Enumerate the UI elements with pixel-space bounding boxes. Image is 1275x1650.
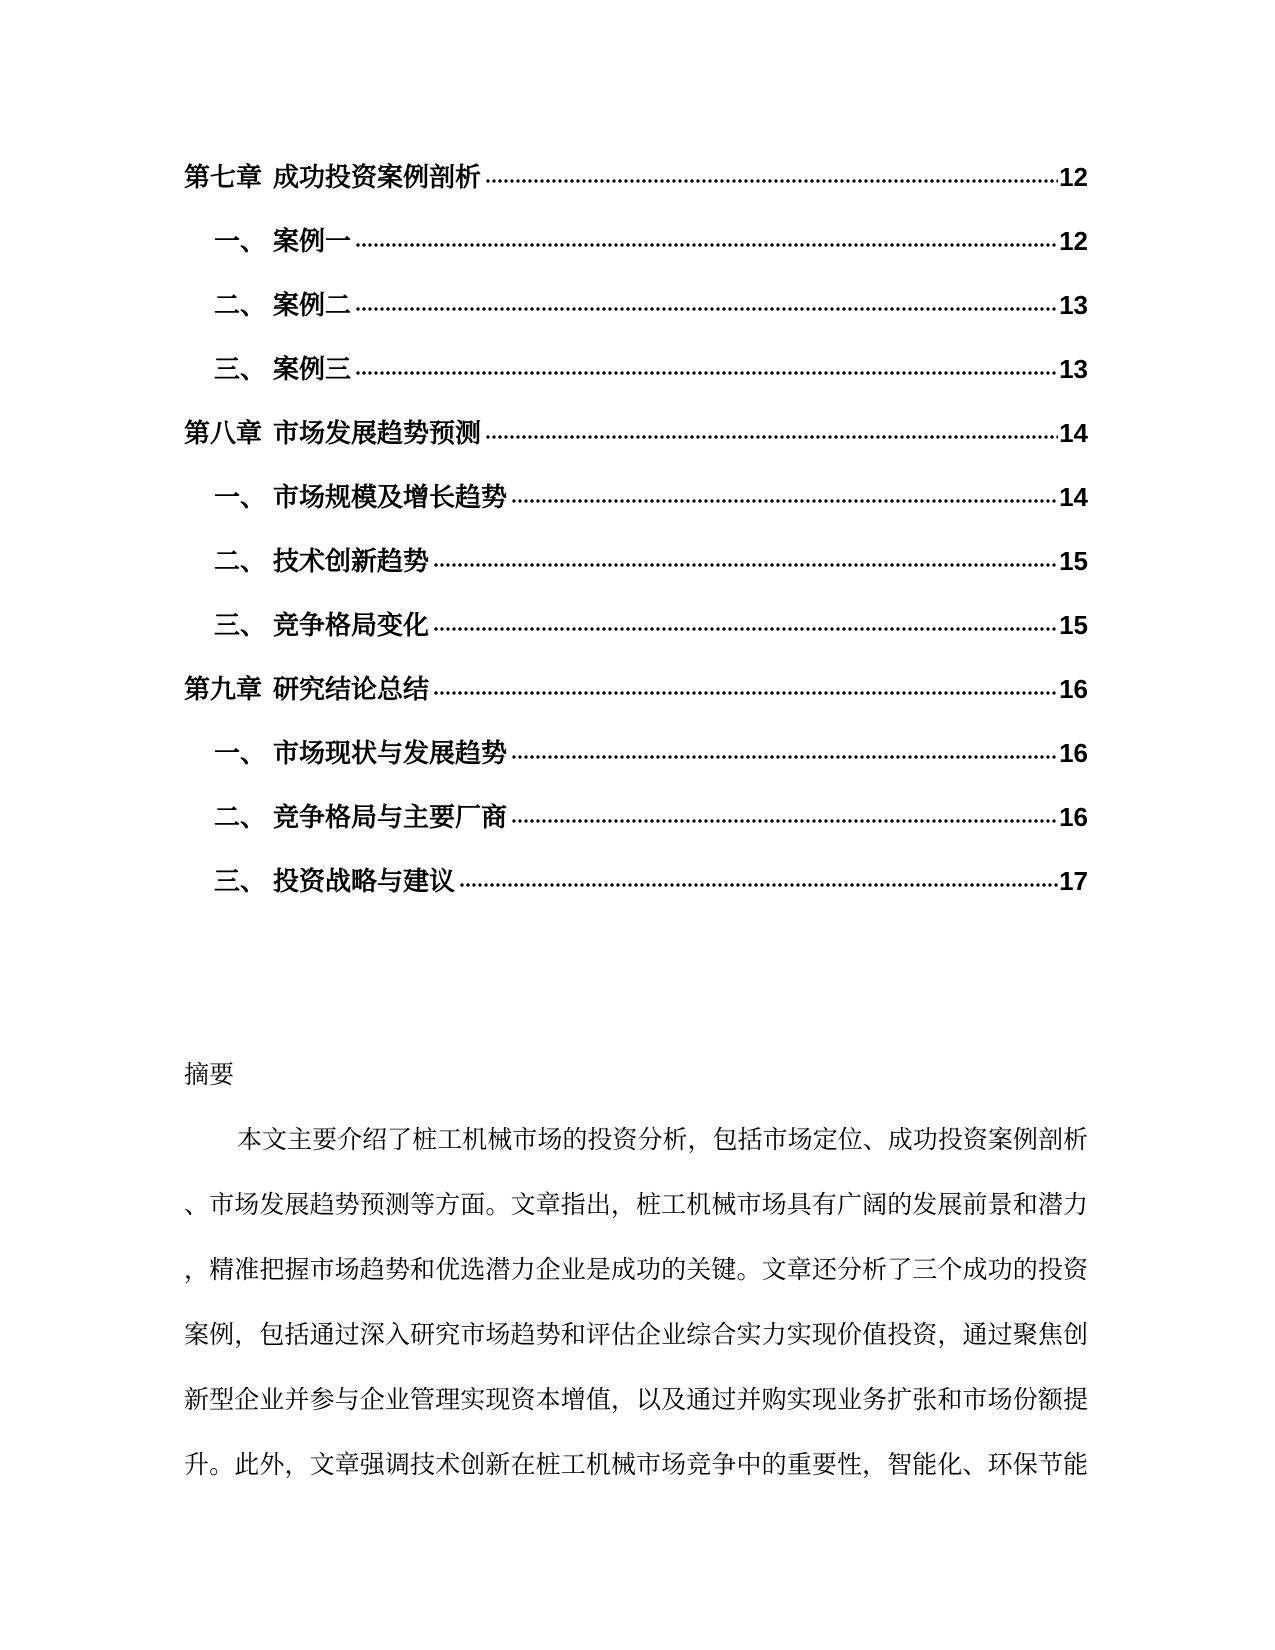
toc-page-number: 14 xyxy=(1059,418,1088,448)
toc-entry-case-1[interactable] xyxy=(184,209,1088,273)
leader-dots xyxy=(485,145,1058,209)
abstract-line: 升。此外，文章强调技术创新在桩工机械市场竞争中的重要性，智能化、环保节能 xyxy=(184,1451,1088,1479)
leader-dots xyxy=(433,593,1058,657)
toc-entry-case-2[interactable] xyxy=(184,273,1088,337)
toc-entry-competition-change[interactable] xyxy=(184,593,1088,657)
abstract-line: ，精准把握市场趋势和优选潜力企业是成功的关键。文章还分析了三个成功的投资 xyxy=(184,1256,1088,1284)
toc-entry-label: 竞争格局与主要厂商 xyxy=(273,802,508,832)
toc-entry-chapter-7[interactable] xyxy=(184,145,1088,209)
toc-page-number: 12 xyxy=(1059,162,1088,192)
abstract-section xyxy=(184,1055,1088,1498)
toc-page-number: 16 xyxy=(1059,802,1088,832)
abstract-line: 本文主要介绍了桩工机械市场的投资分析，包括市场定位、成功投资案例剖析 xyxy=(237,1126,1088,1154)
toc-entry-number: 第九章 xyxy=(184,674,263,704)
toc-entry-number: 三、 xyxy=(214,610,267,640)
toc-entry-number: 一、 xyxy=(214,738,267,768)
leader-dots xyxy=(485,401,1058,465)
toc-entry-chapter-9[interactable] xyxy=(184,657,1088,721)
leader-dots xyxy=(355,273,1058,337)
toc-entry-number: 第八章 xyxy=(184,418,263,448)
leader-dots xyxy=(459,849,1058,913)
toc-entry-label: 成功投资案例剖析 xyxy=(273,162,482,192)
leader-dots xyxy=(355,209,1058,273)
toc-entry-chapter-8[interactable] xyxy=(184,401,1088,465)
toc-entry-number: 二、 xyxy=(214,546,267,576)
toc-entry-label: 案例三 xyxy=(273,354,352,384)
leader-dots xyxy=(433,529,1058,593)
toc-entry-competition-vendors[interactable] xyxy=(184,785,1088,849)
toc-entry-market-status[interactable] xyxy=(184,721,1088,785)
toc-page-number: 12 xyxy=(1059,226,1088,256)
abstract-line: 、市场发展趋势预测等方面。文章指出，桩工机械市场具有广阔的发展前景和潜力 xyxy=(184,1191,1088,1219)
toc-entry-number: 二、 xyxy=(214,802,267,832)
toc-entry-label: 案例二 xyxy=(273,290,352,320)
toc-entry-number: 第七章 xyxy=(184,162,263,192)
toc-page-number: 16 xyxy=(1059,738,1088,768)
toc-entry-label: 投资战略与建议 xyxy=(273,866,456,896)
toc-entry-label: 市场现状与发展趋势 xyxy=(273,738,508,768)
toc-entry-label: 技术创新趋势 xyxy=(273,546,430,576)
toc-page-number: 15 xyxy=(1059,546,1088,576)
abstract-line: 案例，包括通过深入研究市场趋势和评估企业综合实力实现价值投资，通过聚焦创 xyxy=(184,1321,1088,1349)
leader-dots xyxy=(511,465,1058,529)
leader-dots xyxy=(511,721,1058,785)
toc-page-number: 14 xyxy=(1059,482,1088,512)
toc-page-number: 13 xyxy=(1059,290,1088,320)
toc-entry-label: 案例一 xyxy=(273,226,352,256)
leader-dots xyxy=(355,337,1058,401)
toc-entry-tech-innovation-trend[interactable] xyxy=(184,529,1088,593)
leader-dots xyxy=(433,657,1058,721)
toc-entry-number: 三、 xyxy=(214,866,267,896)
toc-page-number: 15 xyxy=(1059,610,1088,640)
page-content xyxy=(184,0,1088,1498)
toc-page-number: 16 xyxy=(1059,674,1088,704)
toc-entry-case-3[interactable] xyxy=(184,337,1088,401)
abstract-line: 新型企业并参与企业管理实现资本增值，以及通过并购实现业务扩张和市场份额提 xyxy=(184,1386,1088,1414)
toc-entry-label: 市场规模及增长趋势 xyxy=(273,482,508,512)
toc-entry-number: 一、 xyxy=(214,482,267,512)
leader-dots xyxy=(511,785,1058,849)
toc-entry-number: 二、 xyxy=(214,290,267,320)
abstract-paragraph xyxy=(184,1108,1088,1498)
toc-entry-number: 一、 xyxy=(214,226,267,256)
toc-entry-market-scale-trend[interactable] xyxy=(184,465,1088,529)
abstract-heading: 摘要 xyxy=(184,1061,235,1089)
toc-page-number: 17 xyxy=(1059,866,1088,896)
toc-entry-label: 研究结论总结 xyxy=(273,674,430,704)
toc-entry-label: 市场发展趋势预测 xyxy=(273,418,482,448)
toc-entry-investment-strategy[interactable] xyxy=(184,849,1088,913)
toc-entry-label: 竞争格局变化 xyxy=(273,610,430,640)
toc-page-number: 13 xyxy=(1059,354,1088,384)
table-of-contents xyxy=(184,0,1088,913)
toc-entry-number: 三、 xyxy=(214,354,267,384)
